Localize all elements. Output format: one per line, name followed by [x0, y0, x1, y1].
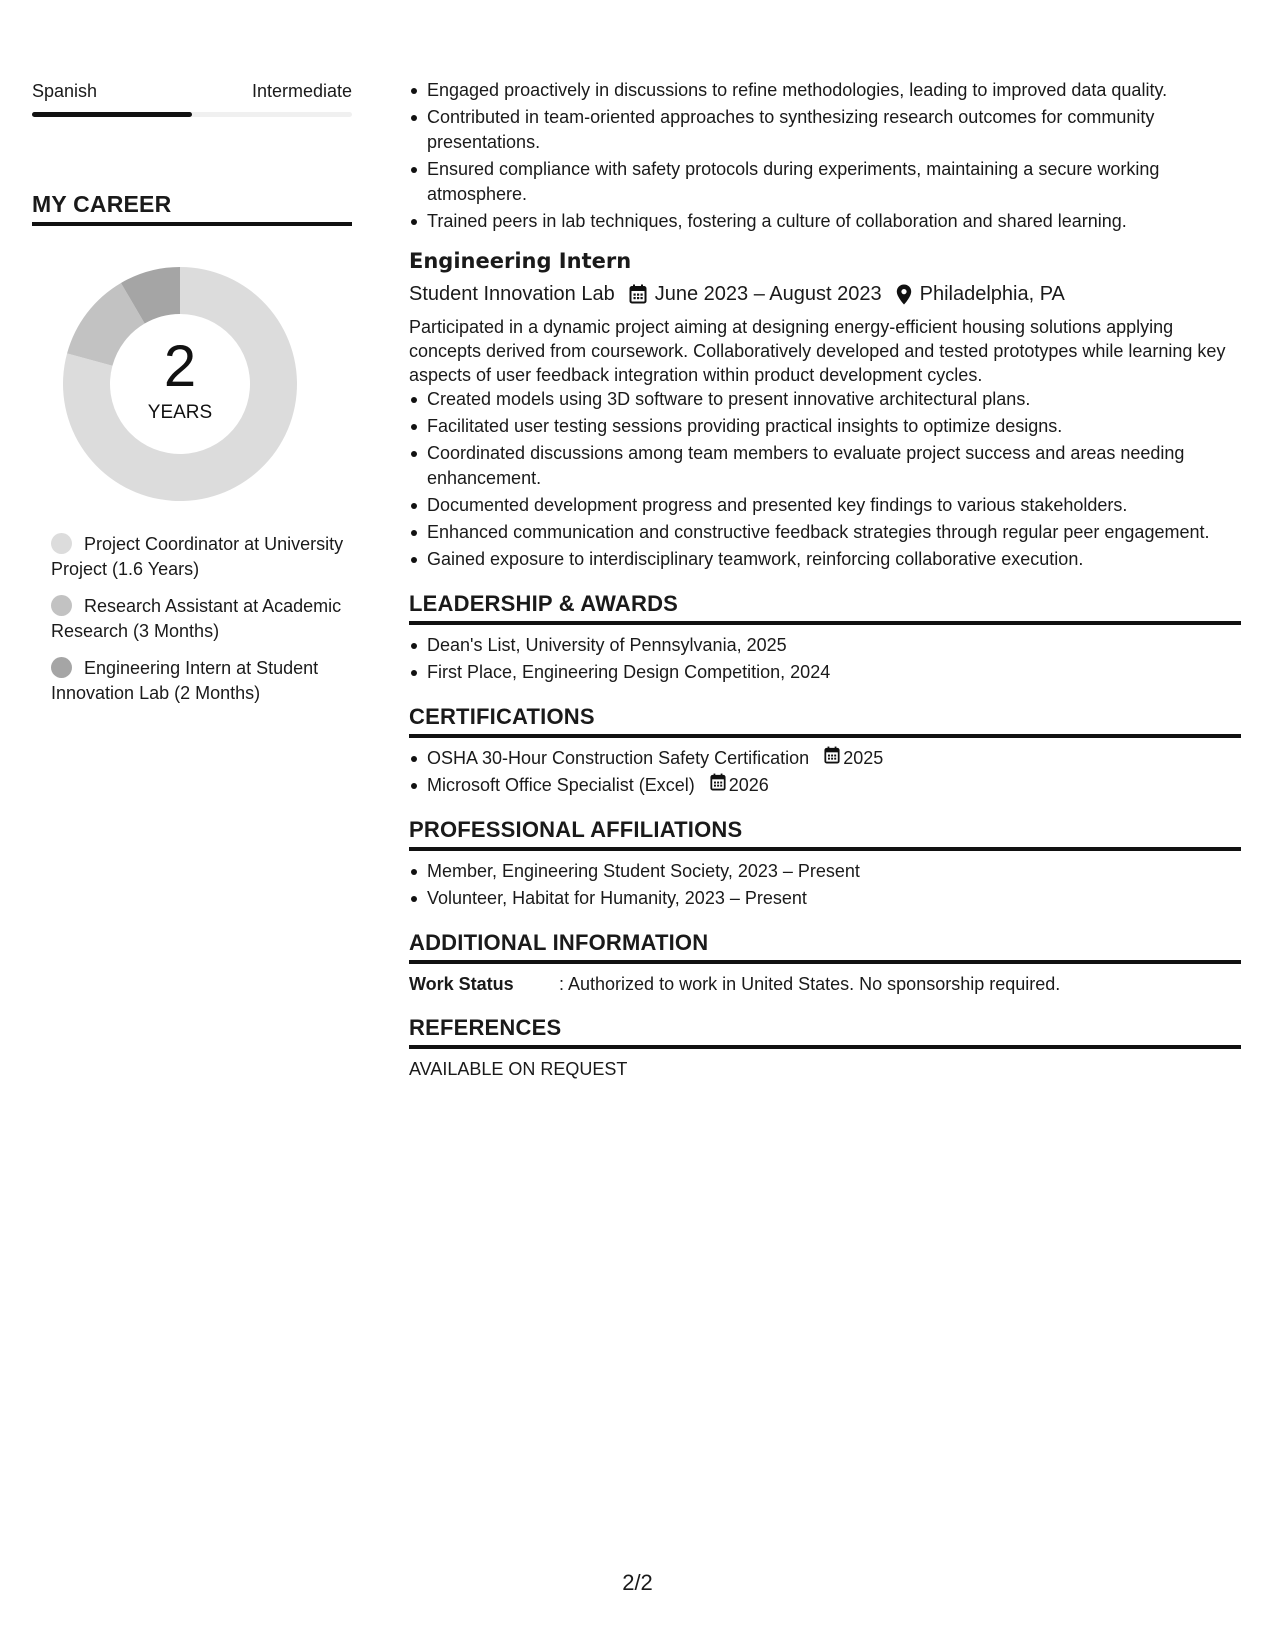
list-item	[409, 773, 1241, 798]
list-item: Trained peers in lab techniques, fostering a culture of collaboration and shared learning.	[409, 209, 1241, 234]
list-item: Enhanced communication and constructive feedback strategies through regular peer engagement.	[409, 520, 1241, 545]
legend-text: Project Coordinator at University Project (1.6 Years)	[51, 534, 344, 579]
language-row	[32, 80, 352, 102]
career-heading: MY CAREER	[32, 191, 352, 226]
certification-year: 2026	[728, 775, 769, 795]
list-item: Contributed in team-oriented approaches to synthesizing research outcomes for community presentations.	[409, 105, 1241, 155]
legend-dot	[51, 657, 72, 678]
list-item: Gained exposure to interdisciplinary teamwork, reinforcing collaborative execution.	[409, 547, 1241, 572]
map-pin-icon	[896, 284, 912, 305]
affiliations-heading: PROFESSIONAL AFFILIATIONS	[409, 816, 1241, 851]
list-item: Volunteer, Habitat for Humanity, 2023 – Present	[409, 886, 1241, 911]
language-name: Spanish	[32, 81, 98, 101]
career-donut-chart	[56, 260, 304, 508]
language-proficiency-bar	[32, 112, 352, 117]
references-text: AVAILABLE ON REQUEST	[409, 1059, 628, 1079]
list-item: Ensured compliance with safety protocols during experiments, maintaining a secure working atmosphere.	[409, 157, 1241, 207]
list-item: First Place, Engineering Design Competition, 2024	[409, 660, 1241, 685]
certifications-heading: CERTIFICATIONS	[409, 703, 1241, 738]
job-company: Student Innovation Lab	[409, 283, 615, 305]
legend-dot	[51, 533, 72, 554]
certifications-list	[409, 746, 1241, 798]
work-status-value: : Authorized to work in United States. No sponsorship required.	[559, 974, 1061, 994]
previous-job-bullets	[409, 78, 1241, 234]
job-bullets	[409, 387, 1241, 572]
list-item: Dean's List, University of Pennsylvania, 2025	[409, 633, 1241, 658]
legend-dot	[51, 595, 72, 616]
legend-text: Research Assistant at Academic Research (3 Months)	[51, 596, 342, 641]
left-column	[32, 80, 352, 718]
list-item: Member, Engineering Student Society, 2023 – Present	[409, 859, 1241, 884]
list-item: Coordinated discussions among team members to evaluate project success and areas needing enhancement.	[409, 441, 1241, 491]
list-item: Facilitated user testing sessions providing practical insights to optimize designs.	[409, 414, 1241, 439]
legend-item	[51, 532, 352, 582]
certification-year-group	[824, 746, 883, 771]
job-dates: June 2023 – August 2023	[654, 283, 882, 305]
certification-year-group	[710, 773, 769, 798]
certification-name: Microsoft Office Specialist (Excel)	[427, 775, 695, 795]
list-item: Documented development progress and presented key findings to various stakeholders.	[409, 493, 1241, 518]
job-title: Engineering Intern	[409, 249, 632, 273]
list-item: Engaged proactively in discussions to refine methodologies, leading to improved data quality.	[409, 78, 1241, 103]
language-proficiency-fill	[32, 112, 192, 117]
language-level: Intermediate	[251, 81, 352, 101]
career-total-unit: YEARS	[147, 402, 213, 423]
calendar-icon	[629, 284, 647, 304]
legend-item	[51, 594, 352, 644]
calendar-icon	[710, 773, 729, 798]
calendar-icon	[824, 746, 843, 771]
additional-info-heading: ADDITIONAL INFORMATION	[409, 929, 1241, 964]
references-heading: REFERENCES	[409, 1014, 1241, 1049]
legend-text: Engineering Intern at Student Innovation Lab (2 Months)	[51, 658, 319, 703]
list-item: Created models using 3D software to present innovative architectural plans.	[409, 387, 1241, 412]
awards-heading: LEADERSHIP & AWARDS	[409, 590, 1241, 625]
awards-list	[409, 633, 1241, 685]
job-location: Philadelphia, PA	[919, 283, 1065, 305]
affiliations-list	[409, 859, 1241, 911]
job-description: Participated in a dynamic project aiming at designing energy-efficient housing solutions applying concepts derived from coursework. Collaboratively developed and tested prototypes while learning key aspects of user feedback integration within product development cycles.	[409, 317, 1226, 385]
legend-item	[51, 656, 352, 706]
career-total-number: 2	[163, 334, 197, 399]
work-status-row	[409, 972, 1241, 996]
career-legend	[51, 532, 352, 706]
work-status-label: Work Status	[409, 974, 514, 994]
list-item	[409, 746, 1241, 771]
donut-center	[56, 260, 304, 508]
certification-name: OSHA 30-Hour Construction Safety Certification	[427, 748, 810, 768]
job-meta	[409, 281, 1241, 307]
certification-year: 2025	[843, 748, 884, 768]
page-number: 2/2	[622, 1570, 653, 1595]
right-column	[409, 78, 1241, 1081]
